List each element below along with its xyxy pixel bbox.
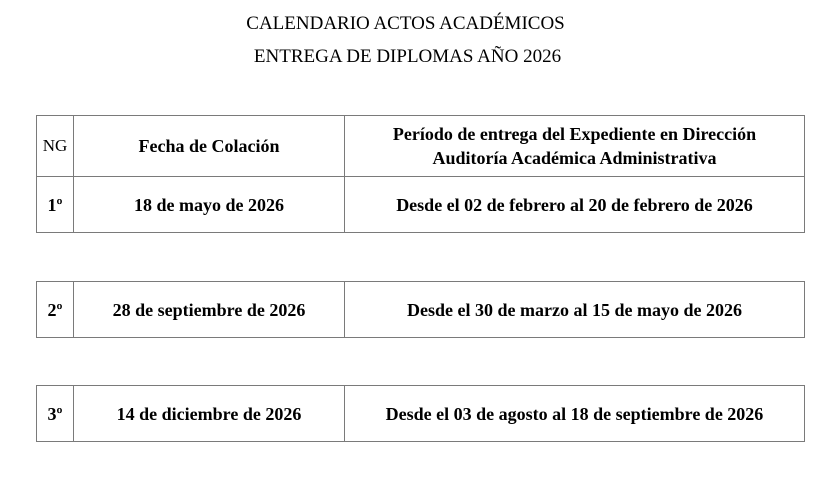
row-fecha: 14 de diciembre de 2026 <box>74 386 345 442</box>
calendar-table-1 <box>36 115 805 233</box>
row-fecha: 18 de mayo de 2026 <box>74 177 345 233</box>
document-title: CALENDARIO ACTOS ACADÉMICOS <box>246 13 565 34</box>
table-row <box>37 386 805 442</box>
row-fecha: 28 de septiembre de 2026 <box>74 282 345 338</box>
row-periodo: Desde el 02 de febrero al 20 de febrero de 2026 <box>345 177 805 233</box>
row-ng: 2º <box>37 282 74 338</box>
table-header-row <box>37 116 805 177</box>
header-periodo-line1: Período de entrega del Expediente en Dirección <box>392 124 757 144</box>
row-periodo: Desde el 30 de marzo al 15 de mayo de 2026 <box>345 282 805 338</box>
document-subtitle: ENTREGA DE DIPLOMAS AÑO 2026 <box>253 46 562 67</box>
header-periodo <box>345 116 805 177</box>
row-ng: 3º <box>37 386 74 442</box>
table-row <box>37 177 805 233</box>
row-periodo: Desde el 03 de agosto al 18 de septiembre de 2026 <box>345 386 805 442</box>
calendar-table-2 <box>36 281 805 338</box>
header-fecha: Fecha de Colación <box>74 116 345 177</box>
header-periodo-line2: Auditoría Académica Administrativa <box>432 148 717 168</box>
table-row <box>37 282 805 338</box>
calendar-table-3 <box>36 385 805 442</box>
header-ng: NG <box>37 116 74 177</box>
row-ng: 1º <box>37 177 74 233</box>
